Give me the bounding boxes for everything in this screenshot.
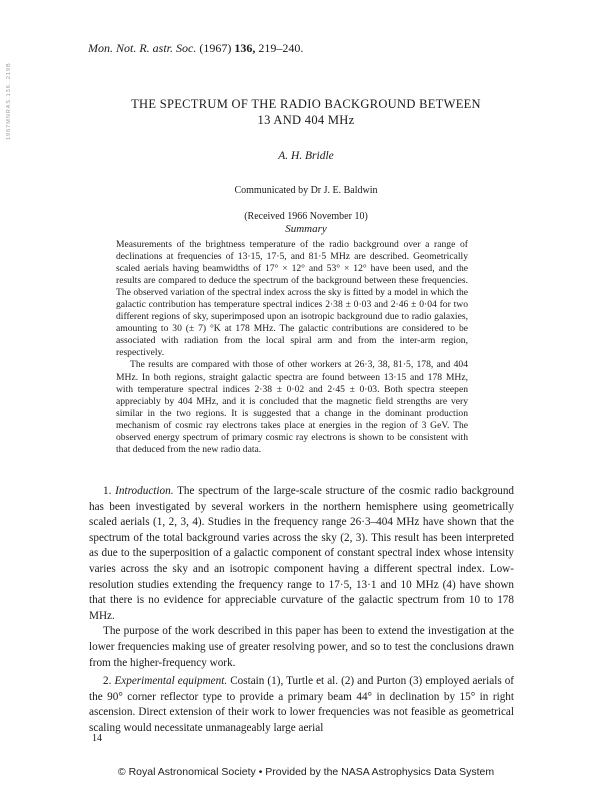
- footer-credit: © Royal Astronomical Society • Provided by the NASA Astrophysics Data System: [117, 766, 495, 778]
- page-number: 14: [92, 733, 102, 744]
- section-1-paragraph-2: The purpose of the work described in this paper has been to extend the investigation at the lower frequencies making use of greater resolving power, and so to test the conclusions drawn from the higher-frequency work.: [89, 625, 514, 669]
- paper-title-line-1: THE SPECTRUM OF THE RADIO BACKGROUND BETWEEN: [131, 97, 481, 111]
- summary-paragraph-1: Measurements of the brightness temperature of the radio background over a range of declinations at frequencies of 13·15, 17·5, and 81·5 MHz are described. Geometrically scaled aerials having beamwidths of 17° × 12° and 53° × 12° have been used, and the results are compared to deduce the spectrum of the background between these frequencies. The observed variation of the spectral index across the sky is fitted by a model in which the galactic contribution has temperature spectral indices 2·38 ± 0·03 and 2·46 ± 0·04 for two different regions of sky, superimposed upon an isotropic background due to radio galaxies, amounting to 30 (± 7) °K at 178 MHz. The galactic contributions are considered to be associated with radiation from the local spiral arm and from the inter-arm region, respectively.: [116, 239, 468, 359]
- section-1-title: Introduction.: [115, 485, 174, 497]
- section-experimental-equipment: [89, 674, 514, 736]
- author: A. H. Bridle: [278, 150, 334, 162]
- journal-volume: 136,: [234, 41, 256, 55]
- section-1-paragraph-1: [89, 484, 514, 624]
- bibcode-stamp: 1967MNRAS.136..219B: [6, 62, 12, 140]
- journal-name: Mon. Not. R. astr. Soc.: [88, 41, 197, 55]
- section-1-text-1: The spectrum of the large-scale structure of the cosmic radio background has been investigated by several workers in the northern hemisphere using geometrically scaled aerials (1, 2, 3, 4). Studies in the frequency range 26·3–404 MHz have shown that the spectrum of the total background varies across the sky (2, 3). This result has been interpreted as due to the superposition of a galactic component of constant spectral index whose intensity varies across the sky and an isotropic component having a different spectral index. Low-resolution studies extending the frequency range to 17·5, 13·1 and 10 MHz (4) have shown that there is no evidence for appreciable curvature of the galactic spectrum from 10 to 178 MHz.: [89, 485, 515, 622]
- section-1-number: 1.: [103, 485, 112, 497]
- summary-heading: Summary: [285, 223, 327, 235]
- summary-paragraph-2: The results are compared with those of other workers at 26·3, 38, 81·5, 178, and 404 MHz. In both regions, straight galactic spectra are found between 13·15 and 178 MHz, with temperature spectral indices 2·38 ± 0·02 and 2·45 ± 0·03. Both spectra steepen appreciably by 404 MHz, and it is concluded that the magnetic field strengths are very similar in the two regions. It is suggested that a change in the dominant production mechanism of cosmic ray electrons takes place at energies in the region of 3 GeV. The observed energy spectrum of primary cosmic ray electrons is shown to be consistent with that deduced from the new radio data.: [116, 359, 468, 455]
- summary-abstract: [116, 239, 468, 456]
- received-date: (Received 1966 November 10): [244, 211, 368, 222]
- section-2-title: Experimental equipment.: [114, 675, 228, 687]
- section-2-paragraph-1: [89, 674, 514, 736]
- section-introduction: [89, 484, 514, 671]
- communicated-by: Communicated by Dr J. E. Baldwin: [234, 185, 378, 196]
- paper-title-line-2: 13 AND 404 MHz: [257, 113, 355, 127]
- section-2-text-1: Costain (1), Turtle et al. (2) and Purton (3) employed aerials of the 90° corner reflector type to provide a primary beam 44° in declination by 15° in right ascension. Direct extension of their work to lower frequencies was not feasible as geometrical scaling would necessitate unmanageably large aerial: [89, 675, 515, 734]
- journal-pages: 219–240.: [258, 41, 304, 55]
- journal-citation: [88, 41, 303, 56]
- journal-year: (1967): [199, 41, 232, 55]
- section-2-number: 2.: [103, 675, 112, 687]
